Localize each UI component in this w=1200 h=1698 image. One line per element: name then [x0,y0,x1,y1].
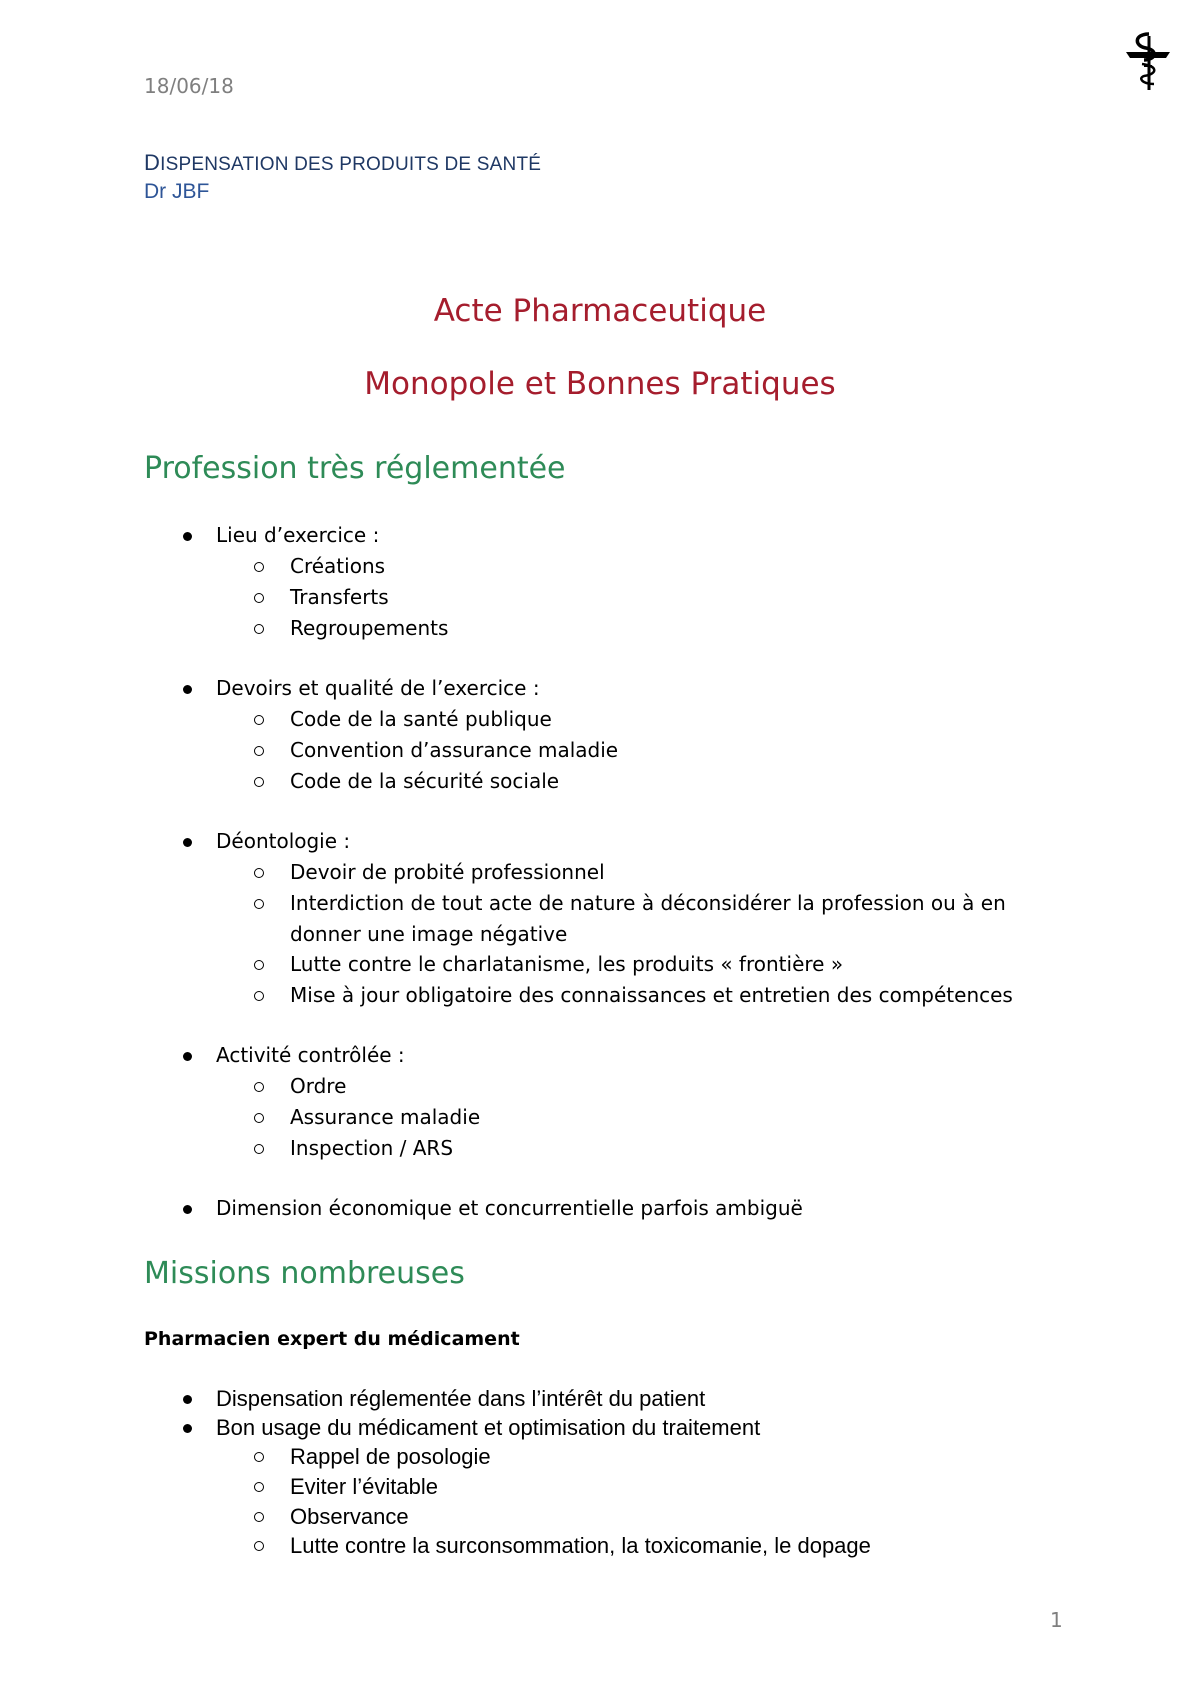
course-title-rest: ISPENSATION DES PRODUITS DE SANTÉ [160,154,542,175]
circle-bullet-icon [254,1113,264,1123]
sub-list-item-label: Convention d’assurance maladie [290,738,619,762]
bullet-icon [183,1052,192,1061]
document-subtitle: Monopole et Bonnes Pratiques [364,366,836,402]
circle-bullet-icon [254,868,264,878]
list-item-label: Lieu d’exercice : [216,523,380,547]
bullet-icon [183,1205,192,1214]
sub-list-item-label: Transferts [290,585,389,609]
list-item-label: Dimension économique et concurrentielle parfois ambiguë [216,1196,803,1220]
sub-list-item-label: Interdiction de tout acte de nature à déconsidérer la profession ou à en [290,891,1006,915]
document-title: Acte Pharmaceutique [433,293,767,329]
circle-bullet-icon [254,1082,264,1092]
sub-list-item-label: Lutte contre la surconsommation, la toxicomanie, le dopage [290,1533,871,1558]
subsection-heading: Pharmacien expert du médicament [144,1328,520,1350]
circle-bullet-icon [254,562,264,572]
circle-bullet-icon [254,624,264,634]
list-item-label: Activité contrôlée : [216,1043,405,1067]
circle-bullet-icon [254,960,264,970]
course-title [144,150,541,176]
sub-list-item-label: donner une image négative [290,922,568,946]
sub-list-item-label: Observance [290,1504,409,1529]
circle-bullet-icon [254,1144,264,1154]
list-item-label: Devoirs et qualité de l’exercice : [216,676,540,700]
page-number: 1 [1050,1608,1063,1632]
bullet-icon [183,838,192,847]
sub-list-item-label: Devoir de probité professionnel [290,860,605,884]
circle-bullet-icon [254,715,264,725]
header-date: 18/06/18 [144,74,234,98]
sub-list-item-label: Code de la sécurité sociale [290,769,560,793]
sub-list-item-label: Mise à jour obligatoire des connaissances et entretien des compétences [290,983,1013,1007]
bullet-icon [183,532,192,541]
sub-list-item-label: Regroupements [290,616,449,640]
sub-list-item-label: Lutte contre le charlatanisme, les produits « frontière » [290,952,844,976]
circle-bullet-icon [254,746,264,756]
sub-list-item-label: Rappel de posologie [290,1444,491,1469]
bullet-icon [183,685,192,694]
author: Dr JBF [144,180,210,203]
circle-bullet-icon [254,593,264,603]
section-heading-missions: Missions nombreuses [144,1256,465,1291]
circle-bullet-icon [254,1512,264,1522]
sub-list-item-label: Eviter l’évitable [290,1474,438,1499]
sub-list-item-label: Ordre [290,1074,347,1098]
circle-bullet-icon [254,777,264,787]
circle-bullet-icon [254,1452,264,1462]
sub-list-item-label: Inspection / ARS [290,1136,454,1160]
list-item-label: Bon usage du médicament et optimisation du traitement [216,1415,761,1440]
sub-list-item-label: Code de la santé publique [290,707,552,731]
course-title-initial: D [144,150,161,175]
circle-bullet-icon [254,899,264,909]
pharmacy-caduceus-icon [1120,30,1176,92]
circle-bullet-icon [254,991,264,1001]
circle-bullet-icon [254,1541,264,1551]
list-item-label: Dispensation réglementée dans l’intérêt du patient [216,1386,706,1411]
sub-list-item-label: Assurance maladie [290,1105,481,1129]
list-item-label: Déontologie : [216,829,351,853]
circle-bullet-icon [254,1482,264,1492]
bullet-icon [183,1395,192,1404]
sub-list-item-label: Créations [290,554,386,578]
section-heading-profession: Profession très réglementée [144,451,566,486]
bullet-icon [183,1424,192,1433]
